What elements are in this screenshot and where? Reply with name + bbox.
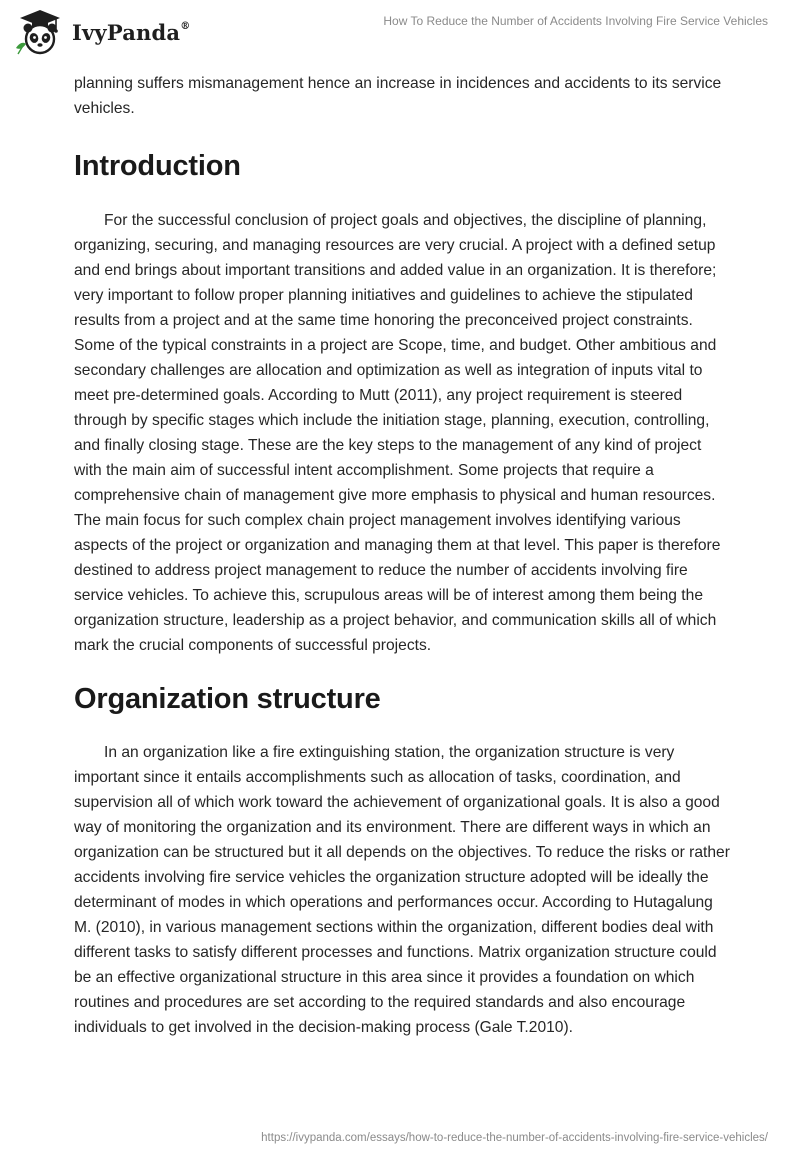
lead-paragraph: planning suffers mismanagement hence an increase in incidences and accidents to its service vehicles. xyxy=(74,75,722,117)
source-url[interactable]: https://ivypanda.com/essays/how-to-reduce-the-number-of-accidents-involving-fire-service-vehicles/ xyxy=(261,1132,768,1144)
page-header xyxy=(0,0,800,64)
section-heading-introduction: Introduction xyxy=(74,150,241,182)
document-title: How To Reduce the Number of Accidents Involving Fire Service Vehicles xyxy=(383,14,768,28)
brand-name xyxy=(72,20,190,45)
section-heading-organization-structure: Organization structure xyxy=(74,683,381,715)
registered-mark: ® xyxy=(180,20,191,32)
section-paragraph-introduction: For the successful conclusion of project goals and objectives, the discipline of planning, organizing, securing, and managing resources are very crucial. A project with a defined setup and end brings about important transitions and added value in an organization. It is therefore; very important to follow proper planning initiatives and guidelines to achieve the stipulated results from a project and at the same time honoring the preconceived project constraints. Some of the typical constraints in a project are Scope, time, and budget. Other ambitious and secondary challenges are allocation and optimization as well as integration of inputs vital to meet pre-determined goals. According to Mutt (2011), any project requirement is steered through by specific stages which include the initiation stage, planning, execution, controlling, and finally closing stage. These are the key steps to the management of any kind of project with the main aim of successful intent accomplishment. Some projects that require a comprehensive chain of management give more emphasis to physical and human resources. The main focus for such complex chain project management involves identifying various aspects of the project or organization and managing them at that level. This paper is therefore destined to address project management to reduce the number of accidents involving fire service vehicles. To achieve this, scrupulous areas will be of interest among them being the organization structure, leadership as a project behavior, and communication skills all of which mark the crucial components of successful projects. xyxy=(74,212,721,654)
ivypanda-logo[interactable] xyxy=(14,8,190,56)
section-paragraph-organization-structure: In an organization like a fire extinguishing station, the organization structure is very important since it entails accomplishments such as allocation of tasks, coordination, and supervision all of which work toward the achievement of organizational goals. It is also a good way of monitoring the organization and its environment. There are different ways in which an organization can be structured but it all depends on the objectives. To reduce the risks or rather accidents involving fire service vehicles the organization structure adopted will be ideally the determinant of modes in which operations and performances occur. According to Hutagalung M. (2010), in various management sections within the organization, different bodies deal with different tasks to satisfy different processes and functions. Matrix organization structure could be an effective organizational structure in this area since it provides a foundation on which routines and procedures are set according to the required standards and also encourage individuals to get involved in the decision-making process (Gale T.2010). xyxy=(74,744,730,1036)
panda-graduation-cap-icon xyxy=(14,8,66,56)
essay-body xyxy=(74,71,730,1040)
brand-name-text: IvyPanda xyxy=(72,19,181,45)
